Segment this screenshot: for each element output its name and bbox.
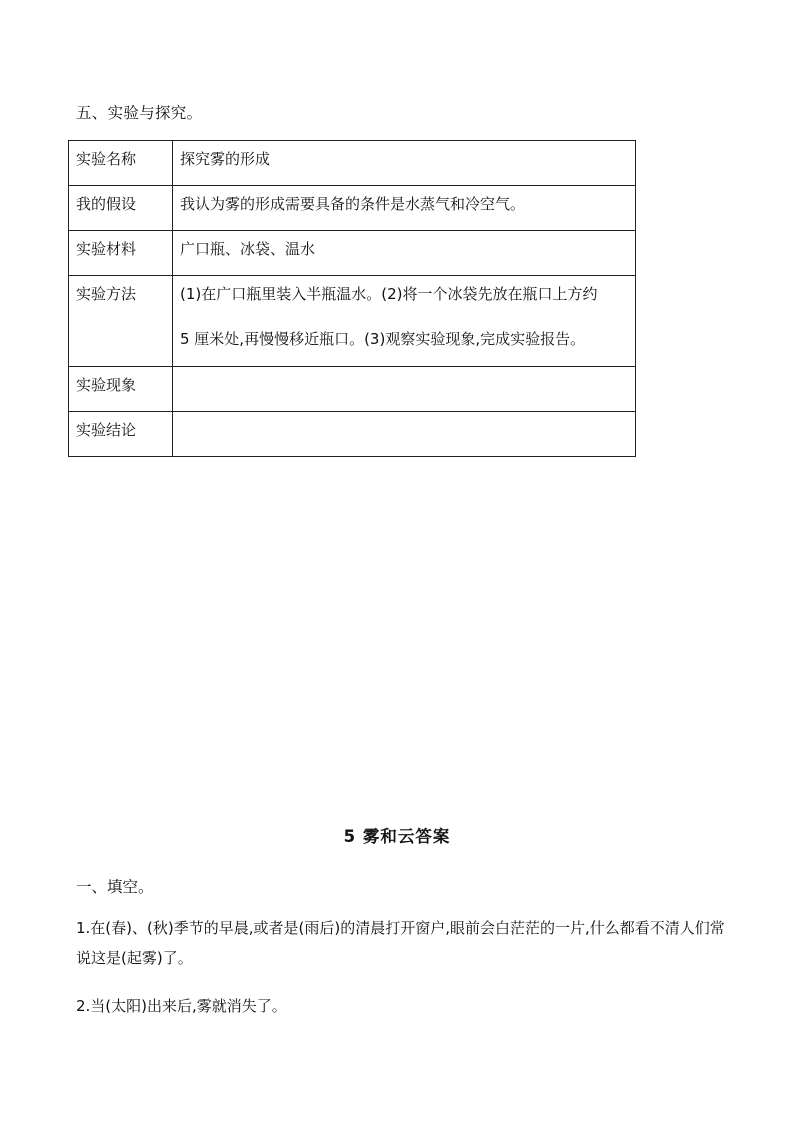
row-label: 实验结论 <box>69 412 173 457</box>
row-label: 实验方法 <box>69 276 173 367</box>
table-row <box>69 367 636 412</box>
row-content: 我认为雾的形成需要具备的条件是水蒸气和冷空气。 <box>173 186 636 231</box>
table-row <box>69 186 636 231</box>
row-content <box>173 367 636 412</box>
row-content: 探究雾的形成 <box>173 141 636 186</box>
answer-item-2: 2.当(太阳)出来后,雾就消失了。 <box>76 997 287 1015</box>
row-content: 广口瓶、冰袋、温水 <box>173 231 636 276</box>
answer-item-1: 1.在(春)、(秋)季节的早晨,或者是(雨后)的清晨打开窗户,眼前会白茫茫的一片,什么都看不清人们常说这是(起雾)了。 <box>76 919 725 967</box>
table-row <box>69 231 636 276</box>
row-label: 我的假设 <box>69 186 173 231</box>
method-line-2: 5 厘米处,再慢慢移近瓶口。(3)观察实验现象,完成实验报告。 <box>180 330 586 348</box>
answer-subheading: 一、填空。 <box>76 878 154 896</box>
row-content <box>173 276 636 367</box>
row-label: 实验现象 <box>69 367 173 412</box>
row-label: 实验材料 <box>69 231 173 276</box>
method-line-1: (1)在广口瓶里装入半瓶温水。(2)将一个冰袋先放在瓶口上方约 <box>180 285 598 303</box>
table-row <box>69 141 636 186</box>
table-row <box>69 276 636 367</box>
table-row <box>69 412 636 457</box>
answer-title: 5 雾和云答案 <box>343 827 451 846</box>
row-label: 实验名称 <box>69 141 173 186</box>
row-content <box>173 412 636 457</box>
experiment-table <box>68 140 636 457</box>
section-heading: 五、实验与探究。 <box>76 104 203 122</box>
